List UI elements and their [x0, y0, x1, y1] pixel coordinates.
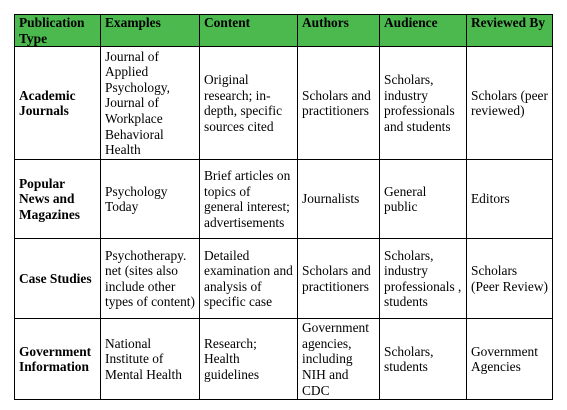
row-label-cell: Case Studies: [15, 239, 101, 319]
header-content: Content: [200, 15, 298, 47]
row-label-cell: Academic Journals: [15, 47, 101, 160]
authors-cell: Scholars and practitioners: [298, 47, 380, 160]
table-row: [15, 160, 553, 239]
content-cell: Detailed examination and analysis of specific case: [200, 239, 298, 319]
header-row: [15, 15, 553, 47]
header-reviewed-by: Reviewed By: [467, 15, 553, 47]
audience-cell: General public: [380, 160, 467, 239]
content-cell: Research; Health guidelines: [200, 319, 298, 400]
audience-cell: Scholars, industry professionals and students: [380, 47, 467, 160]
table-row: [15, 319, 553, 400]
authors-cell: Scholars and practitioners: [298, 239, 380, 319]
publication-types-table: [14, 14, 553, 400]
row-label-cell: Popular News and Magazines: [15, 160, 101, 239]
header-authors: Authors: [298, 15, 380, 47]
content-cell: Original research; in-depth, specific sources cited: [200, 47, 298, 160]
examples-cell: National Institute of Mental Health: [101, 319, 200, 400]
content-cell: Brief articles on topics of general interest; advertisements: [200, 160, 298, 239]
authors-cell: Government agencies, including NIH and CDC: [298, 319, 380, 400]
header-publication-type: Publication Type: [15, 15, 101, 47]
examples-cell: Psychotherapy. net (sites also include other types of content): [101, 239, 200, 319]
table-row: [15, 239, 553, 319]
row-label-cell: Government Information: [15, 319, 101, 400]
reviewed-by-cell: Government Agencies: [467, 319, 553, 400]
examples-cell: Journal of Applied Psychology, Journal of Workplace Behavioral Health: [101, 47, 200, 160]
authors-cell: Journalists: [298, 160, 380, 239]
audience-cell: Scholars, industry professionals , students: [380, 239, 467, 319]
examples-cell: Psychology Today: [101, 160, 200, 239]
header-examples: Examples: [101, 15, 200, 47]
audience-cell: Scholars, students: [380, 319, 467, 400]
table-row: [15, 47, 553, 160]
header-audience: Audience: [380, 15, 467, 47]
reviewed-by-cell: Scholars (peer reviewed): [467, 47, 553, 160]
reviewed-by-cell: Scholars (Peer Review): [467, 239, 553, 319]
reviewed-by-cell: Editors: [467, 160, 553, 239]
